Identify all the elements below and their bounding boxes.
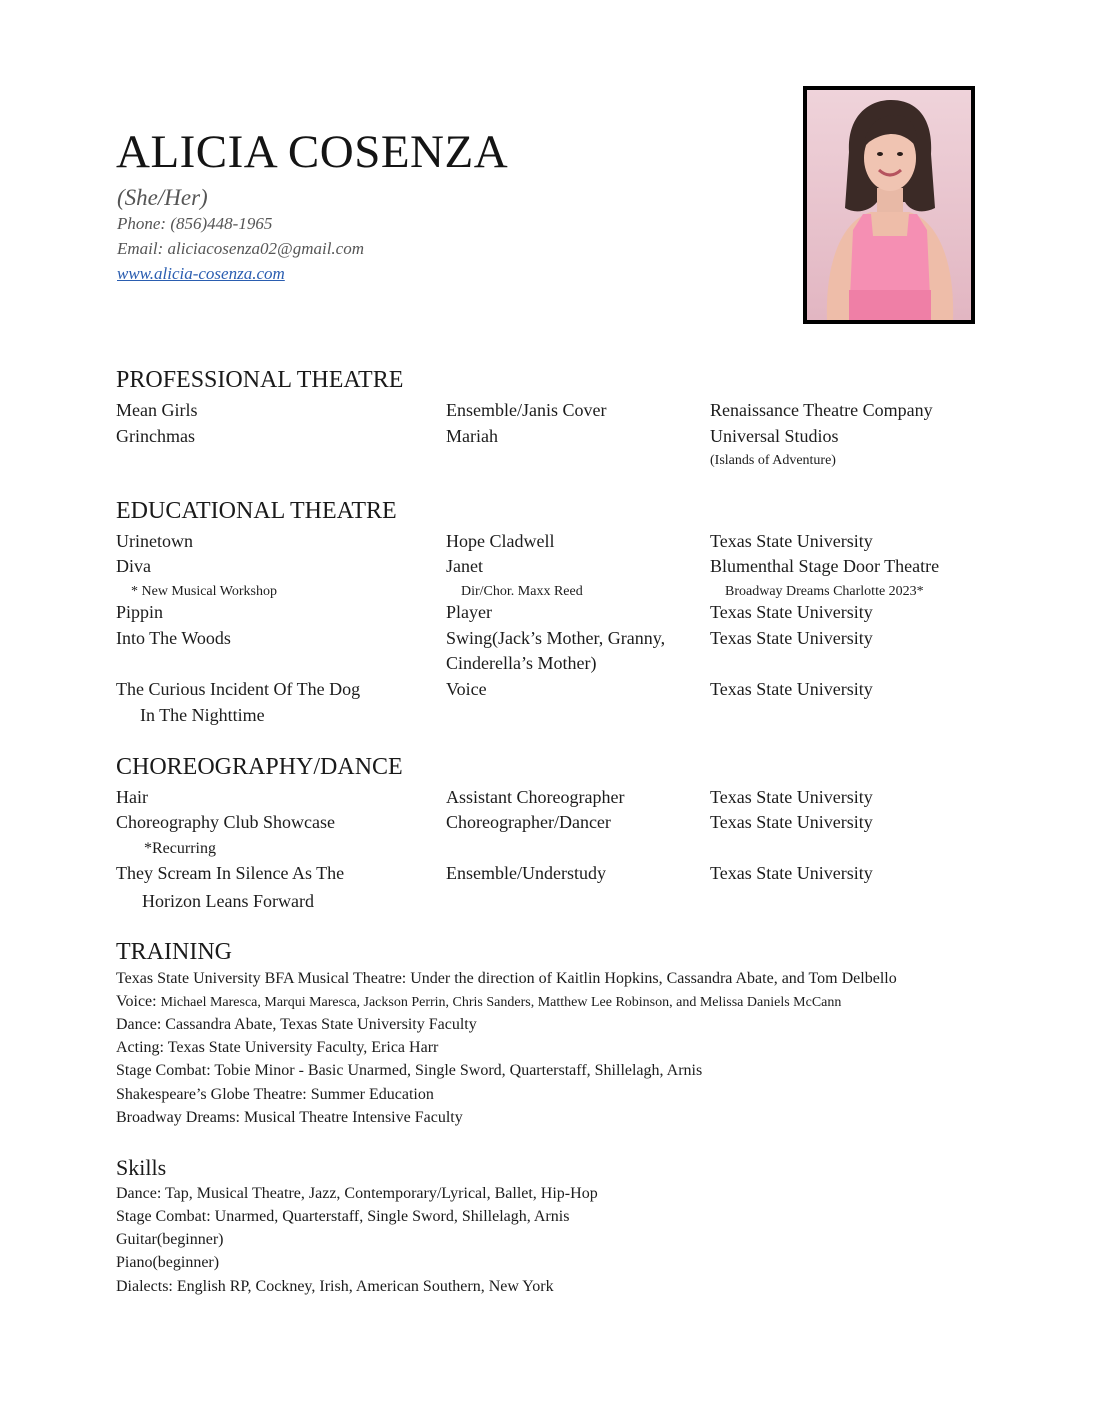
- skill-line: Guitar(beginner): [116, 1231, 224, 1248]
- credit-show: Into The Woods: [116, 628, 231, 648]
- section-title-choreography: CHOREOGRAPHY/DANCE: [116, 754, 403, 780]
- training-line: Acting: Texas State University Faculty, Erica Harr: [116, 1039, 439, 1056]
- credit-venue: Texas State University: [710, 602, 873, 622]
- credit-venue: Texas State University: [710, 863, 873, 883]
- credit-show: Hair: [116, 787, 148, 807]
- credit-role: Assistant Choreographer: [446, 787, 625, 807]
- training-line: Broadway Dreams: Musical Theatre Intensive Faculty: [116, 1109, 463, 1126]
- credit-venue: Universal Studios: [710, 426, 839, 446]
- training-line: Stage Combat: Tobie Minor - Basic Unarmed, Single Sword, Quarterstaff, Shillelagh, Arnis: [116, 1062, 703, 1079]
- credit-role: Voice: [446, 679, 487, 699]
- training-line: Texas State University BFA Musical Theatre: Under the direction of Kaitlin Hopkins, Cassandra Abate, and Tom Delbello: [116, 970, 897, 987]
- credit-show: Choreography Club Showcase: [116, 812, 335, 832]
- credit-note: Broadway Dreams Charlotte 2023*: [725, 584, 924, 599]
- credit-venue: Texas State University: [710, 531, 873, 551]
- credit-venue: Texas State University: [710, 787, 873, 807]
- credit-role: Ensemble/Understudy: [446, 863, 606, 883]
- credit-show: The Curious Incident Of The Dog: [116, 679, 361, 699]
- training-line: Dance: Cassandra Abate, Texas State University Faculty: [116, 1016, 477, 1033]
- headshot-photo: [803, 86, 975, 324]
- section-title-educational: EDUCATIONAL THEATRE: [116, 498, 397, 524]
- credit-role: Player: [446, 602, 492, 622]
- phone-text: Phone: (856)448-1965: [117, 214, 273, 233]
- credit-note: *Recurring: [144, 840, 216, 857]
- credit-venue: Renaissance Theatre Company: [710, 400, 933, 420]
- credit-show: Grinchmas: [116, 426, 195, 446]
- credit-show: Mean Girls: [116, 400, 198, 420]
- skill-line: Dance: Tap, Musical Theatre, Jazz, Contemporary/Lyrical, Ballet, Hip-Hop: [116, 1185, 598, 1202]
- skill-line: Piano(beginner): [116, 1254, 220, 1271]
- section-title-skills: Skills: [116, 1155, 167, 1180]
- credit-note: Dir/Chor. Maxx Reed: [461, 584, 583, 599]
- skill-line: Stage Combat: Unarmed, Quarterstaff, Single Sword, Shillelagh, Arnis: [116, 1208, 570, 1225]
- credit-show-continued: In The Nighttime: [140, 705, 265, 725]
- training-voice-label: Voice:: [116, 993, 157, 1010]
- resume-name: ALICIA COSENZA: [116, 126, 509, 178]
- email-text: Email: aliciacosenza02@gmail.com: [117, 239, 364, 258]
- credit-venue: Texas State University: [710, 628, 873, 648]
- credit-role: Ensemble/Janis Cover: [446, 400, 607, 420]
- training-line: Shakespeare’s Globe Theatre: Summer Education: [116, 1086, 434, 1103]
- website-link[interactable]: www.alicia-cosenza.com: [117, 264, 285, 283]
- credit-role: Swing(Jack’s Mother, Granny,: [446, 628, 666, 648]
- credit-show: Pippin: [116, 602, 164, 622]
- training-voice-teachers: Michael Maresca, Marqui Maresca, Jackson Perrin, Chris Sanders, Matthew Lee Robinson, and Melissa Daniels McCann: [160, 995, 842, 1010]
- training-line: [116, 991, 841, 1014]
- credit-show-continued: Horizon Leans Forward: [142, 891, 314, 911]
- credit-role: Mariah: [446, 426, 498, 446]
- section-title-professional: PROFESSIONAL THEATRE: [116, 367, 404, 393]
- section-title-training: TRAINING: [116, 939, 232, 965]
- credit-role: Hope Cladwell: [446, 531, 555, 551]
- credit-venue: Texas State University: [710, 812, 873, 832]
- credit-role: Choreographer/Dancer: [446, 812, 611, 832]
- pronouns: (She/Her): [117, 185, 208, 210]
- headshot-image: [807, 90, 971, 320]
- credit-show: Urinetown: [116, 531, 193, 551]
- credit-role: Janet: [446, 556, 483, 576]
- credit-venue: Blumenthal Stage Door Theatre: [710, 556, 940, 576]
- credit-note: (Islands of Adventure): [710, 453, 836, 468]
- credit-venue: Texas State University: [710, 679, 873, 699]
- credit-show: Diva: [116, 556, 151, 576]
- credit-show: They Scream In Silence As The: [116, 863, 345, 883]
- credit-note: * New Musical Workshop: [131, 584, 277, 599]
- skill-line: Dialects: English RP, Cockney, Irish, American Southern, New York: [116, 1278, 554, 1295]
- credit-role-continued: Cinderella’s Mother): [446, 653, 597, 673]
